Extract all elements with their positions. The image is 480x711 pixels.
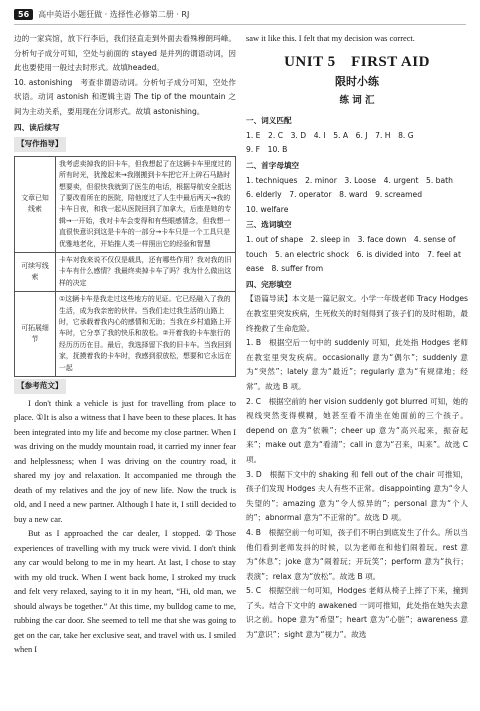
row-label: 可拓展细节 [15, 292, 56, 377]
passage-guide: 【语篇导读】本文是一篇记叙文。小学一年级老师 Tracy Hodges 在教室里突发疾病，生死攸关的时刻得到了孩子们的及时相助，最终挽救了生命危险。 [246, 294, 468, 333]
writing-guide-tag: 【写作指导】 [14, 137, 66, 152]
unit-title: UNIT 5 FIRST AID [284, 53, 430, 70]
intro-paragraph: 边的一家宾馆，放下行李后，我们径直走到外面去看殊穆朗玛峰。分析句子成分可知，空处与前面的 stayed 是并列的谓语动词，因此也要使用一般过去时形式。故填headed。 [14, 34, 236, 73]
row-label: 可续写线索 [15, 253, 56, 292]
answer-line: touch 5. an electric shock 6. is divided into 7. feel at [246, 249, 461, 259]
left-column [14, 32, 236, 658]
row-label: 文章已知线索 [15, 156, 56, 252]
answer-item-10: 10. astonishing 考查非谓语动词。分析句子成分可知，空处作状语。动词 astonish 和逻辑主语 The tip of the mountain 之间为主动关系，要用现在分词形式。故填 astonishing。 [14, 77, 236, 116]
section-heading-word-choice: 三、选词填空 [246, 220, 292, 230]
cloze-answer-5: 5. C 根据空前一句可知，Hodges 老师从椅子上摔了下来，撞到了头。结合下文中的 awakened 一词可推知，此处指在她失去意识之前。hope 意为“希望”；heart 意为“心脏”；awareness 意为“意识”；sight 意为“视力”。故选 [246, 586, 468, 640]
row-content: 卡车对我来说不仅仅是载具，还有哪些作用？我对我的旧卡车有什么感情？我最终卖掉卡车了吗？我为什么做出这样的决定 [56, 253, 236, 292]
table-row [15, 253, 236, 292]
book-title: 高中英语小题狂做 · 选择性必修第二册 · RJ [38, 10, 190, 19]
answer-line: ease 8. suffer from [246, 264, 324, 274]
essay-continuation: saw it like this. I felt that my decision was correct. [246, 34, 415, 43]
row-content: 我考虑卖掉我的旧卡车，但我想起了在这辆卡车里度过的所有时光，犹豫起来→我刚搬到卡车把它开上碎石马路时想要卖，但很快我就到了医生的电话，根据导航安全抵达了要改看所在的医院，陪他度过了人生中最后两天→我的卡车日夜，和我一起从医院回到了加拿大，后座是她的专辑→一开始，我对卡车会变得和有些眼感情念，但我想一直很快意识到这是卡车的一部分→卡车只是一个工具只是优雅地老化，开始推人类一样照出它的经验和智慧 [56, 156, 236, 252]
answer-line: 1. E 2. C 3. D 4. I 5. A 6. J 7. H 8. G [246, 130, 414, 140]
table-row [15, 156, 236, 252]
cloze-answer-3: 3. D 根据下文中的 shaking 和 fell out of the chair 可推知，孩子们发现 Hodges 夫人有些不正常。disappointing 意为“令人失望的”；amazing 意为“令人惊异的”；personal 意为“个人的”；abnormal 意为“不正常的”。故选 D 项。 [246, 469, 468, 523]
section-heading-matching: 一、词义匹配 [246, 116, 292, 126]
vocab-practice-title: 练 词 汇 [339, 94, 375, 106]
cloze-answer-1: 1. B 根据空后一句中的 suddenly 可知，此处指 Hodges 老师在教室里突发疾病。occasionally 意为“偶尔”；suddenly 意为“突然”；lately 意为“最近”；regularly 意为“有规律地；经常”。故选 B 项。 [246, 338, 468, 391]
header-divider [14, 24, 466, 25]
section-heading-cloze: 四、完形填空 [246, 279, 292, 289]
answer-line: 1. out of shape 2. sleep in 3. face down 4. sense of [246, 235, 456, 245]
sample-essay-paragraph-1: I don't think a vehicle is just for travelling from place to place. ①It is also a witness that I have been to these places. It has been integrated into my life and become my close partner. When I was driving on the muddy mountain road, it carried my inner fear and helplessness; when I was driving on the country road, it shared my joy and relaxation. It accompanied me through the death of my relatives and the joy of new life. Now the truck is old, and I need a new partner. Although I hate it, I still decided to buy a new car. [14, 398, 236, 524]
sample-essay-tag: 【参考范文】 [14, 379, 66, 394]
cloze-answer-2: 2. C 根据空前的 her vision suddenly got blurred 可知，她的视线突然变得模糊，她甚至看不清坐在她面前的三个孩子。depend on 意为“依赖”；cheer up 意为“高兴起来，振奋起来”；make out 意为“看清”；call in 意为“召来，叫来”。故选 C 项。 [246, 396, 468, 464]
table-row [15, 292, 236, 377]
answer-line: 6. elderly 7. operator 8. ward 9. screamed [246, 190, 423, 200]
answer-line: 10. welfare [246, 204, 289, 214]
page-number: 56 [14, 9, 33, 20]
answer-line: 9. F 10. B [246, 145, 288, 155]
section-heading-continuation-writing: 四、读后续写 [14, 122, 60, 132]
page-header [14, 9, 189, 20]
timed-practice-title: 限时小练 [335, 75, 379, 89]
answer-line: 1. techniques 2. minor 3. Loose 4. urgent 5. bath [246, 175, 453, 185]
section-heading-initial-letter: 二、首字母填空 [246, 161, 300, 171]
row-content: ①这辆卡车是我走过这些地方的见证。它已经融入了我的生活，成为我亲密的伙伴。当我们走过我生活的山路上时，它承载着我内心的感情和无助；当我在乡村道路上开车时，它分享了我的快乐和放松。②开着我的卡车旅行的经历历历在目。最后，我选择留下我的旧卡车。当我回到家，抚摸着我的卡车时，我感到很放松，想要和它永远在一起 [56, 292, 236, 377]
cloze-answer-4: 4. B 根据空前一句可知，孩子们不明白到底发生了什么。所以当他们看到老师发抖的时候，以为老师在和他们闹着玩。rest 意为“休息”；joke 意为“闹着玩；开玩笑”；perform 意为“执行；表演”；relax 意为“放松”。故选 B 项。 [246, 527, 468, 581]
right-column [246, 32, 468, 643]
sample-essay-paragraph-2: But as I approached the car dealer, I stopped. ②Those experiences of travelling with my truck were vivid. I don't think any car would belong to me in my heart. At last, I chose to stay with my old truck. When I went back home, I stroked my truck and felt very relaxed, saying to it in my heart, “Hi, old man, we should always be together.” At this time, my bulldog came to me, rubbing the car door. She seemed to tell me that she was going to get on the car, take her exclusive seat, and travel with us. I smiled when I [14, 529, 236, 655]
writing-guide-table [14, 156, 236, 377]
